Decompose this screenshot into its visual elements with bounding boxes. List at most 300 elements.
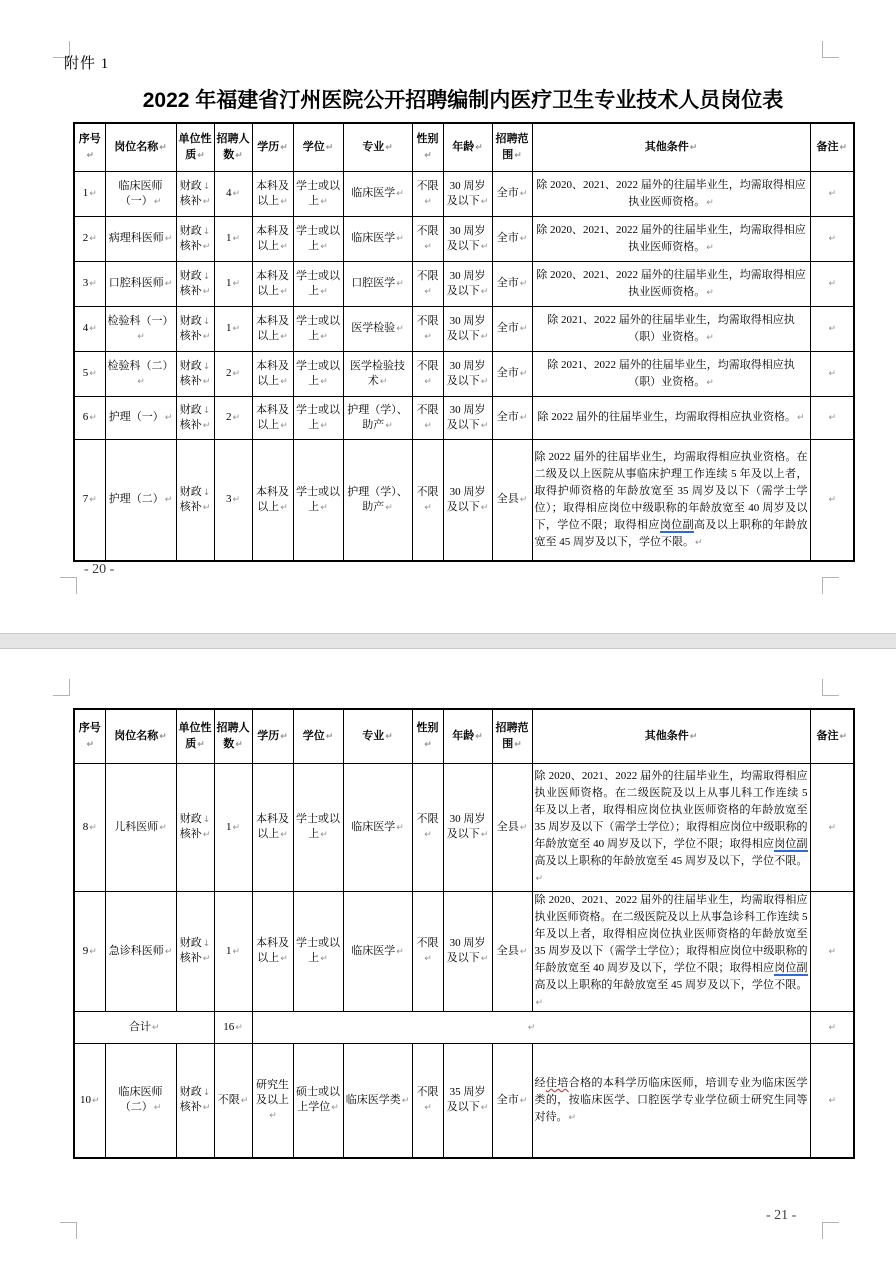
cell-scope: 全县↵ [492,763,532,891]
pilcrow-mark: ↵ [325,732,334,743]
cell-remark [810,351,854,396]
pilcrow-mark: ↵ [280,286,288,297]
cell-headcount: 1↵ [214,261,252,306]
header-position-name: 岗位名称↵ [105,709,176,763]
text-boundary-mark [822,679,839,696]
linebreak-mark: ↓ [202,405,211,416]
conditions-text [535,222,808,256]
pilcrow-mark: ↵ [424,286,432,297]
text-segment: 除 2022 届外的往届毕业生，均需取得相应执业资格。在二级及以上医院从事临床护理工作连续 5 年及以上者，取得护师资格的年龄放宽至 35 周岁及以下（需学士学位）；取得相应岗位中级职称的年龄放宽至 40 周岁及以下，学位不限；取得相应 [534,450,808,531]
pilcrow-mark: ↵ [480,196,489,207]
cell-other-conditions [532,396,810,439]
cell-major: 临床医学类↵ [343,1043,412,1158]
pilcrow-mark: ↵ [197,740,205,751]
pilcrow-mark: ↵ [280,241,288,252]
pilcrow-mark: ↵ [280,331,288,342]
cell-unit-type: 财政↓ 核补↵ [176,763,214,891]
table-header-row [74,709,854,763]
cell-education: 本科及以上↵ [252,396,293,439]
pilcrow-mark: ↵ [796,413,805,423]
cell-education: 本科及以上↵ [252,171,293,216]
cell-total-label: 合计↵ [74,1011,214,1043]
pilcrow-mark: ↵ [519,324,528,334]
pilcrow-mark: ↵ [828,324,837,334]
pilcrow-mark: ↵ [159,143,167,154]
header-gender: 性别↵ [412,123,443,171]
pilcrow-mark: ↵ [280,502,288,513]
header-degree: 学位↵ [293,123,343,171]
cell-gender: 不限↵ [412,891,443,1011]
pilcrow-mark: ↵ [475,143,483,154]
pilcrow-mark: ↵ [89,189,97,199]
pilcrow-mark: ↵ [232,279,241,289]
total-row [74,1011,854,1043]
pilcrow-mark: ↵ [424,830,432,840]
pilcrow-mark: ↵ [320,420,328,431]
pilcrow-mark: ↵ [280,196,288,207]
cell-position-name: 护理（二）↵ [105,439,176,561]
pilcrow-mark: ↵ [89,234,97,244]
pilcrow-mark: ↵ [153,196,162,207]
table-row [74,1043,854,1158]
cell-seq: 7↵ [74,439,105,561]
pilcrow-mark: ↵ [269,1110,277,1121]
cell-position-name: 口腔科医师↵ [105,261,176,306]
header-unit-type: 单位性质↵ [176,123,214,171]
pilcrow-mark: ↵ [280,376,288,387]
pilcrow-mark: ↵ [202,954,211,964]
pilcrow-mark: ↵ [424,420,432,431]
cell-other-conditions [532,439,810,561]
pilcrow-mark: ↵ [202,376,211,387]
cell-education: 本科及以上↵ [252,216,293,261]
linebreak-mark: ↓ [202,1088,211,1099]
header-scope: 招聘范围↵ [492,709,532,763]
page-gap [0,633,896,649]
cell-unit-type: 财政↓ 核补↵ [176,1043,214,1158]
table-row [74,763,854,891]
pilcrow-mark: ↵ [159,732,167,743]
text-segment: 合格的本科学历临床医师，培训专业为临床医学类的，按临床医学、口腔医学专业学位硕士研究生同等对待。 [534,1076,808,1123]
cell-age: 30 周岁及以下↵ [443,891,492,1011]
pilcrow-mark: ↵ [280,830,288,840]
pilcrow-mark: ↵ [331,1103,339,1114]
linebreak-mark: ↓ [202,271,211,282]
pilcrow-mark: ↵ [232,369,241,379]
cell-major: 临床医学↵ [343,216,412,261]
table-row [74,171,854,216]
pilcrow-mark: ↵ [320,331,328,342]
pilcrow-mark: ↵ [424,502,432,513]
table-header-row [74,123,854,171]
cell-remark [810,763,854,891]
pilcrow-mark: ↵ [202,286,211,297]
cell-scope: 全市↵ [492,306,532,351]
pilcrow-mark: ↵ [89,279,97,289]
pilcrow-mark: ↵ [232,189,241,199]
text-segment: 除 2021、2022 届外的往届毕业生，均需取得相应执（职）业资格。 [547,358,795,388]
pilcrow-mark: ↵ [89,946,97,957]
cell-gender: 不限↵ [412,306,443,351]
cell-degree: 学士或以上↵ [293,261,343,306]
pilcrow-mark: ↵ [519,822,528,833]
pilcrow-mark: ↵ [828,369,837,379]
cell-position-name: 护理（一）↵ [105,396,176,439]
pilcrow-mark: ↵ [424,196,432,207]
text-boundary-mark [60,577,77,594]
pilcrow-mark: ↵ [202,502,211,513]
cell-gender: 不限↵ [412,439,443,561]
pilcrow-mark: ↵ [706,332,714,343]
table-row [74,891,854,1011]
text-segment: 经 [534,1076,546,1089]
cell-unit-type: 财政↓ 核补↵ [176,396,214,439]
header-major: 专业↵ [343,123,412,171]
pilcrow-mark: ↵ [202,241,211,252]
pilcrow-mark: ↵ [401,1095,410,1106]
cell-remark [810,1011,854,1043]
pilcrow-mark: ↵ [164,279,173,289]
pilcrow-mark: ↵ [424,331,432,342]
cell-headcount: 1↵ [214,891,252,1011]
pilcrow-mark: ↵ [280,143,288,154]
linebreak-mark: ↓ [202,815,211,825]
linebreak-mark: ↓ [202,316,211,327]
cell-scope: 全市↵ [492,1043,532,1158]
page2-number: - 21 - [766,1208,797,1223]
cell-headcount: 2↵ [214,396,252,439]
cell-position-name: 病理科医师↵ [105,216,176,261]
header-position-name: 岗位名称↵ [105,123,176,171]
cell-degree: 学士或以上↵ [293,306,343,351]
cell-headcount: 2↵ [214,351,252,396]
pilcrow-mark: ↵ [514,740,522,751]
conditions-text [535,312,808,346]
pilcrow-mark: ↵ [396,946,404,957]
text-segment: 除 2020、2021、2022 届外的往届毕业生，均需取得相应执业医师资格。在二级医院及以上从事儿科工作连续 5 年及以上者，取得相应岗位执业医师资格的年龄放宽至 35 周岁及以下（需学士学位）；取得相应岗位中级职称的年龄放宽至 40 周岁及以下，学位不限；取得相应 [534,769,808,850]
pilcrow-mark: ↵ [480,286,489,297]
cell-unit-type: 财政↓ 核补↵ [176,306,214,351]
cell-education: 本科及以上↵ [252,261,293,306]
pilcrow-mark: ↵ [89,369,97,379]
pilcrow-mark: ↵ [396,822,404,833]
pilcrow-mark: ↵ [89,495,97,506]
pilcrow-mark: ↵ [828,495,837,506]
pilcrow-mark: ↵ [480,830,489,840]
cell-gender: 不限↵ [412,1043,443,1158]
cell-age: 30 周岁及以下↵ [443,439,492,561]
linebreak-mark: ↓ [202,939,211,949]
pilcrow-mark: ↵ [235,1022,243,1033]
cell-scope: 全县↵ [492,439,532,561]
conditions-text [535,357,808,391]
pilcrow-mark: ↵ [480,420,489,431]
pilcrow-mark: ↵ [164,413,173,423]
text-segment: 除 2022 届外的往届毕业生，均需取得相应执业资格。 [537,411,796,423]
pilcrow-mark: ↵ [235,151,243,162]
pilcrow-mark: ↵ [480,331,489,342]
cell-age: 30 周岁及以下↵ [443,351,492,396]
cell-seq: 6↵ [74,396,105,439]
cell-degree: 学士或以上↵ [293,396,343,439]
pilcrow-mark: ↵ [325,143,334,154]
positions-table-page1 [73,122,855,562]
cell-other-conditions [532,171,810,216]
cell-other-conditions [532,351,810,396]
pilcrow-mark: ↵ [828,946,837,957]
table-row [74,396,854,439]
cell-seq: 10↵ [74,1043,105,1158]
pilcrow-mark: ↵ [86,740,95,751]
pilcrow-mark: ↵ [695,537,703,548]
cell-other-conditions [532,261,810,306]
pilcrow-mark: ↵ [424,1103,432,1114]
cell-degree: 学士或以上↵ [293,891,343,1011]
pilcrow-mark: ↵ [151,1022,160,1033]
cell-position-name: 急诊科医师↵ [105,891,176,1011]
cell-education: 本科及以上↵ [252,351,293,396]
pilcrow-mark: ↵ [424,241,432,252]
pilcrow-mark: ↵ [424,740,432,751]
cell-degree: 学士或以上↵ [293,171,343,216]
pilcrow-mark: ↵ [424,376,432,387]
cell-scope: 全市↵ [492,261,532,306]
cell-age: 30 周岁及以下↵ [443,396,492,439]
text-segment-red-underline: 住培 [545,1076,569,1089]
cell-headcount: 不限↵ [214,1043,252,1158]
pilcrow-mark: ↵ [828,1022,837,1033]
cell-other-conditions [532,216,810,261]
cell-remark [810,1043,854,1158]
pilcrow-mark: ↵ [396,279,404,289]
pilcrow-mark: ↵ [689,732,698,743]
pilcrow-mark: ↵ [519,946,528,957]
conditions-text [535,267,808,301]
cell-seq: 1↵ [74,171,105,216]
page1-number: - 20 - [84,562,115,577]
pilcrow-mark: ↵ [232,946,241,957]
cell-education: 本科及以上↵ [252,306,293,351]
cell-age: 35 周岁及以下↵ [443,1043,492,1158]
pilcrow-mark: ↵ [153,1103,162,1114]
pilcrow-mark: ↵ [568,1112,577,1123]
pilcrow-mark: ↵ [385,502,393,513]
cell-position-name: 检验科（一）↵ [105,306,176,351]
pilcrow-mark: ↵ [379,376,388,387]
cell-other-conditions [532,891,810,1011]
pilcrow-mark: ↵ [232,234,241,244]
pilcrow-mark: ↵ [137,376,145,387]
pilcrow-mark: ↵ [202,331,211,342]
cell-major: 临床医学↵ [343,891,412,1011]
text-segment: 除 2020、2021、2022 届外的往届毕业生，均需取得相应执业医师资格。 [536,178,806,208]
pilcrow-mark: ↵ [519,234,528,244]
pilcrow-mark: ↵ [202,420,211,431]
pilcrow-mark: ↵ [320,376,328,387]
cell-position-name: 儿科医师↵ [105,763,176,891]
pilcrow-mark: ↵ [475,732,483,743]
pilcrow-mark: ↵ [706,242,714,253]
cell-unit-type: 财政↓ 核补↵ [176,216,214,261]
pilcrow-mark: ↵ [320,830,328,840]
pilcrow-mark: ↵ [86,151,95,162]
pilcrow-mark: ↵ [320,286,328,297]
pilcrow-mark: ↵ [839,143,848,154]
table-row [74,351,854,396]
cell-degree: 硕士或以上学位↵ [293,1043,343,1158]
cell-scope: 全市↵ [492,396,532,439]
pilcrow-mark: ↵ [828,413,837,423]
pilcrow-mark: ↵ [89,413,97,423]
cell-unit-type: 财政↓ 核补↵ [176,439,214,561]
pilcrow-mark: ↵ [828,234,837,244]
cell-seq: 3↵ [74,261,105,306]
cell-education: 本科及以上↵ [252,439,293,561]
cell-scope: 全市↵ [492,351,532,396]
cell-total-count: 16↵ [214,1011,252,1043]
text-segment: 高及以上职称的年龄放宽至 45 周岁及以下，学位不限。 [534,978,808,991]
text-segment-blue-underline: 岗位副 [659,518,694,531]
pilcrow-mark: ↵ [519,369,528,379]
cell-gender: 不限↵ [412,396,443,439]
text-segment: 高及以上职称的年龄放宽至 45 周岁及以下，学位不限。 [534,518,808,548]
pilcrow-mark: ↵ [424,954,432,964]
cell-degree: 学士或以上↵ [293,763,343,891]
pilcrow-mark: ↵ [828,279,837,289]
pilcrow-mark: ↵ [280,732,288,743]
text-segment: 除 2020、2021、2022 届外的往届毕业生，均需取得相应执业医师资格。在二级医院及以上从事急诊科工作连续 5 年及以上者，取得相应岗位执业医师资格的年龄放宽至 35 周岁及以下（需学士学位）；取得相应岗位中级职称的年龄放宽至 40 周岁及以下，学位不限；取得相应 [534,893,808,974]
attachment-label: 附件 1 [64,56,110,72]
cell-seq: 2↵ [74,216,105,261]
text-segment: 除 2020、2021、2022 届外的往届毕业生，均需取得相应执业医师资格。 [536,268,806,298]
header-scope: 招聘范围↵ [492,123,532,171]
pilcrow-mark: ↵ [164,946,173,957]
header-remark: 备注↵ [810,123,854,171]
cell-unit-type: 财政↓ 核补↵ [176,261,214,306]
cell-remark [810,396,854,439]
header-seq: 序号↵ [74,709,105,763]
header-degree: 学位↵ [293,709,343,763]
cell-headcount: 3↵ [214,439,252,561]
conditions-text [535,768,808,887]
text-boundary-mark [822,577,839,594]
positions-table-page2 [73,708,855,1159]
header-remark: 备注↵ [810,709,854,763]
cell-total-empty [252,1011,810,1043]
pilcrow-mark: ↵ [396,324,404,334]
pilcrow-mark: ↵ [385,732,393,743]
cell-education: 研究生及以上↵ [252,1043,293,1158]
text-boundary-mark [60,1222,77,1239]
text-segment-blue-underline: 岗位副 [774,961,808,974]
header-gender: 性别↵ [412,709,443,763]
pilcrow-mark: ↵ [159,822,167,833]
pilcrow-mark: ↵ [197,151,205,162]
conditions-text [535,177,808,211]
header-major: 专业↵ [343,709,412,763]
cell-remark [810,261,854,306]
pilcrow-mark: ↵ [839,732,848,743]
conditions-text [535,1075,808,1126]
text-segment: 除 2021、2022 届外的往届毕业生，均需取得相应执（职）业资格。 [547,313,795,343]
header-education: 学历↵ [252,123,293,171]
pilcrow-mark: ↵ [828,189,837,199]
linebreak-mark: ↓ [202,226,211,237]
table-row [74,216,854,261]
pilcrow-mark: ↵ [235,740,243,751]
cell-major: 临床医学↵ [343,763,412,891]
table-row [74,439,854,561]
cell-major: 护理（学）、助产↵ [343,396,412,439]
table-row [74,261,854,306]
cell-age: 30 周岁及以下↵ [443,763,492,891]
pilcrow-mark: ↵ [280,954,288,964]
pilcrow-mark: ↵ [385,143,393,154]
cell-age: 30 周岁及以下↵ [443,171,492,216]
cell-headcount: 1↵ [214,216,252,261]
conditions-text [535,892,808,1011]
cell-degree: 学士或以上↵ [293,216,343,261]
cell-age: 30 周岁及以下↵ [443,216,492,261]
cell-scope: 全市↵ [492,171,532,216]
pilcrow-mark: ↵ [164,234,173,244]
conditions-text [535,449,808,551]
header-other-conditions: 其他条件↵ [532,123,810,171]
pilcrow-mark: ↵ [385,420,393,431]
header-unit-type: 单位性质↵ [176,709,214,763]
pilcrow-mark: ↵ [320,954,328,964]
pilcrow-mark: ↵ [137,331,145,342]
pilcrow-mark: ↵ [232,413,241,423]
pilcrow-mark: ↵ [424,151,432,162]
header-other-conditions: 其他条件↵ [532,709,810,763]
cell-major: 临床医学↵ [343,171,412,216]
cell-unit-type: 财政↓ 核补↵ [176,171,214,216]
cell-major: 护理（学）、助产↵ [343,439,412,561]
cell-seq: 8↵ [74,763,105,891]
pilcrow-mark: ↵ [232,495,241,506]
pilcrow-mark: ↵ [240,1095,249,1106]
cell-remark [810,306,854,351]
text-segment: 高及以上职称的年龄放宽至 45 周岁及以下，学位不限。 [534,854,808,867]
cell-seq: 5↵ [74,351,105,396]
header-age: 年龄↵ [443,709,492,763]
cell-remark [810,216,854,261]
pilcrow-mark: ↵ [828,1095,837,1106]
pilcrow-mark: ↵ [519,413,528,423]
pilcrow-mark: ↵ [519,279,528,289]
pilcrow-mark: ↵ [202,830,211,840]
text-segment: 除 2020、2021、2022 届外的往届毕业生，均需取得相应执业医师资格。 [536,223,806,253]
pilcrow-mark: ↵ [232,822,241,833]
pilcrow-mark: ↵ [202,1103,211,1114]
pilcrow-mark: ↵ [89,822,97,833]
pilcrow-mark: ↵ [519,1095,528,1106]
cell-seq: 4↵ [74,306,105,351]
cell-unit-type: 财政↓ 核补↵ [176,891,214,1011]
cell-seq: 9↵ [74,891,105,1011]
header-age: 年龄↵ [443,123,492,171]
cell-scope: 全市↵ [492,216,532,261]
pilcrow-mark: ↵ [320,241,328,252]
cell-headcount: 1↵ [214,306,252,351]
text-boundary-mark [822,1222,839,1239]
pilcrow-mark: ↵ [519,495,528,506]
cell-position-name: 检验科（二）↵ [105,351,176,396]
cell-gender: 不限↵ [412,171,443,216]
pilcrow-mark: ↵ [519,189,528,199]
pilcrow-mark: ↵ [706,377,714,388]
